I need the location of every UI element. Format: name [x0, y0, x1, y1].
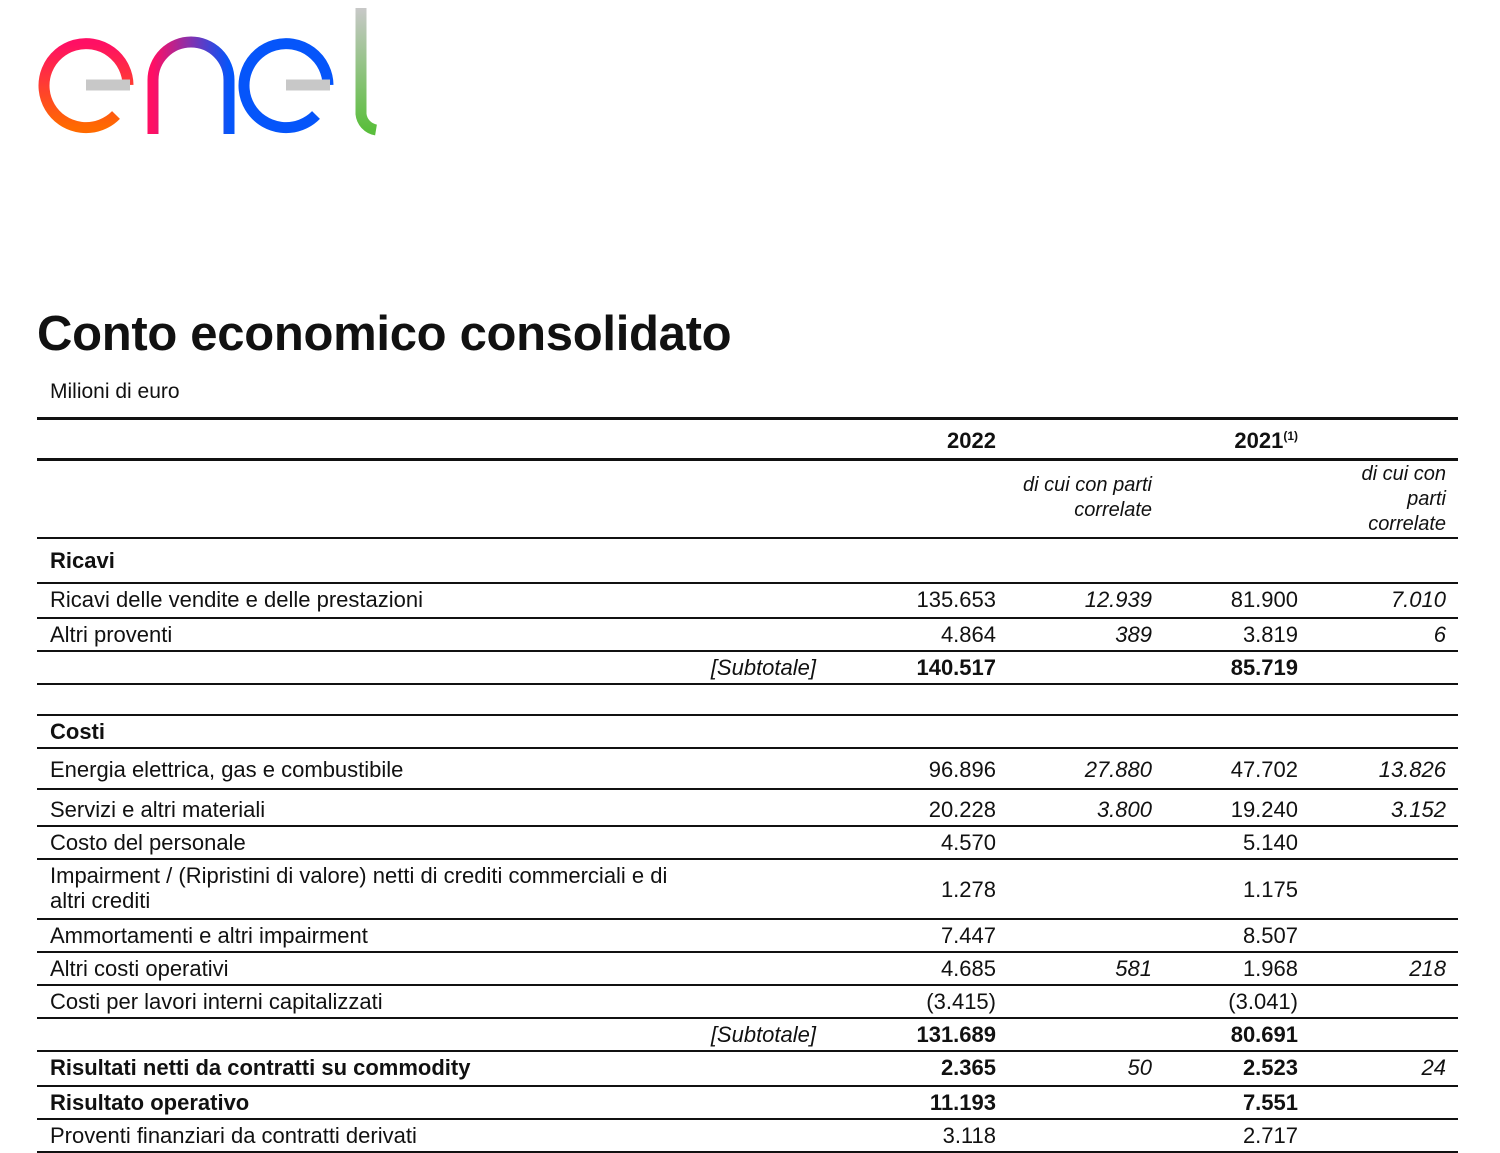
row-label: Impairment / (Ripristini di valore) netti di crediti commerciali e di altri crediti — [50, 863, 668, 913]
table-row — [37, 1052, 1458, 1087]
row-label: Risultati netti da contratti su commodity — [50, 1055, 471, 1080]
related-parties-2022-header: di cui con parti correlate — [1023, 474, 1152, 521]
value-2022: 4.685 — [940, 956, 996, 981]
value-2021: 2.717 — [1242, 1123, 1298, 1148]
value-2021: 1.968 — [1242, 956, 1298, 981]
section-header-ricavi: Ricavi — [37, 539, 1458, 584]
subtotal-2022: 140.517 — [916, 655, 996, 680]
related-parties-header-row — [37, 461, 1458, 539]
section-spacer — [37, 685, 1458, 716]
value-2021: 1.175 — [1242, 877, 1298, 902]
year-header-row — [37, 417, 1458, 461]
table-row — [37, 860, 1458, 920]
related-2021: 24 — [1421, 1055, 1446, 1080]
section-header-costi: Costi — [37, 716, 1458, 749]
related-2022: 27.880 — [1084, 757, 1152, 782]
page-title: Conto economico consolidato — [37, 307, 732, 361]
value-2021: (3.041) — [1228, 989, 1298, 1014]
value-2021: 5.140 — [1242, 830, 1298, 855]
row-label: Ammortamenti e altri impairment — [50, 923, 368, 948]
value-2022: 4.864 — [940, 622, 996, 647]
row-label: Costi per lavori interni capitalizzati — [50, 989, 383, 1014]
related-2021: 218 — [1409, 956, 1446, 981]
related-2021: 3.152 — [1390, 797, 1446, 822]
subtotal-2021: 80.691 — [1230, 1022, 1298, 1047]
row-label: Energia elettrica, gas e combustibile — [50, 757, 404, 782]
year-2022-header: 2022 — [947, 428, 996, 453]
value-2022: 135.653 — [916, 587, 996, 612]
table-row — [37, 790, 1458, 827]
value-2021: 8.507 — [1242, 923, 1298, 948]
related-2021: 6 — [1433, 622, 1446, 647]
related-2022: 581 — [1115, 956, 1152, 981]
value-2022: 2.365 — [940, 1055, 996, 1080]
row-label: Altri proventi — [50, 622, 173, 647]
value-2022: 20.228 — [928, 797, 996, 822]
row-label: Risultato operativo — [50, 1090, 250, 1115]
subtotal-2021: 85.719 — [1230, 655, 1298, 680]
value-2021: 81.900 — [1230, 587, 1298, 612]
related-2022: 3.800 — [1096, 797, 1152, 822]
related-2022: 12.939 — [1084, 587, 1152, 612]
year-2021-header: 2021$^{(1)}$ — [1234, 428, 1298, 453]
income-statement-table — [37, 417, 1458, 1153]
value-2022: (3.415) — [926, 989, 996, 1014]
related-parties-2021-header: di cui con parti correlate — [1361, 463, 1446, 535]
value-2022: 4.570 — [940, 830, 996, 855]
subtotal-label: [Subtotale] — [710, 1022, 816, 1047]
value-2021: 7.551 — [1242, 1090, 1298, 1115]
related-2022: 50 — [1127, 1055, 1152, 1080]
related-2021: 7.010 — [1390, 587, 1446, 612]
row-label: Ricavi delle vendite e delle prestazioni — [50, 587, 423, 612]
enel-logo-mark — [28, 4, 398, 144]
row-label: Costo del personale — [50, 830, 246, 855]
value-2021: 2.523 — [1242, 1055, 1298, 1080]
table-row — [37, 619, 1458, 652]
logo-letter-n — [153, 42, 229, 134]
subtotal-row — [37, 1019, 1458, 1052]
value-2022: 11.193 — [929, 1090, 996, 1115]
footnote-marker: (1) — [1283, 429, 1298, 443]
table-row — [37, 584, 1458, 619]
table-row — [37, 1120, 1458, 1153]
row-label: Altri costi operativi — [50, 956, 229, 981]
subtotal-row — [37, 652, 1458, 685]
table-row — [37, 1087, 1458, 1120]
value-2021: 3.819 — [1242, 622, 1298, 647]
value-2021: 19.240 — [1230, 797, 1298, 822]
value-2022: 7.447 — [940, 923, 996, 948]
row-label: Servizi e altri materiali — [50, 797, 266, 822]
related-2022: 389 — [1115, 622, 1152, 647]
value-2022: 3.118 — [942, 1123, 996, 1148]
enel-logo — [28, 4, 398, 144]
subtotal-label: [Subtotale] — [710, 655, 816, 680]
row-label: Proventi finanziari da contratti derivati — [50, 1123, 417, 1148]
logo-letter-l — [361, 8, 376, 130]
table-row — [37, 953, 1458, 986]
related-2021: 13.826 — [1378, 757, 1446, 782]
subtotal-2022: 131.689 — [916, 1022, 996, 1047]
table-row — [37, 827, 1458, 860]
table-row — [37, 986, 1458, 1019]
table-row — [37, 749, 1458, 790]
value-2022: 1.278 — [940, 877, 996, 902]
unit-label: Milioni di euro — [50, 380, 180, 403]
value-2022: 96.896 — [928, 757, 996, 782]
table-row — [37, 920, 1458, 953]
value-2021: 47.702 — [1230, 757, 1298, 782]
